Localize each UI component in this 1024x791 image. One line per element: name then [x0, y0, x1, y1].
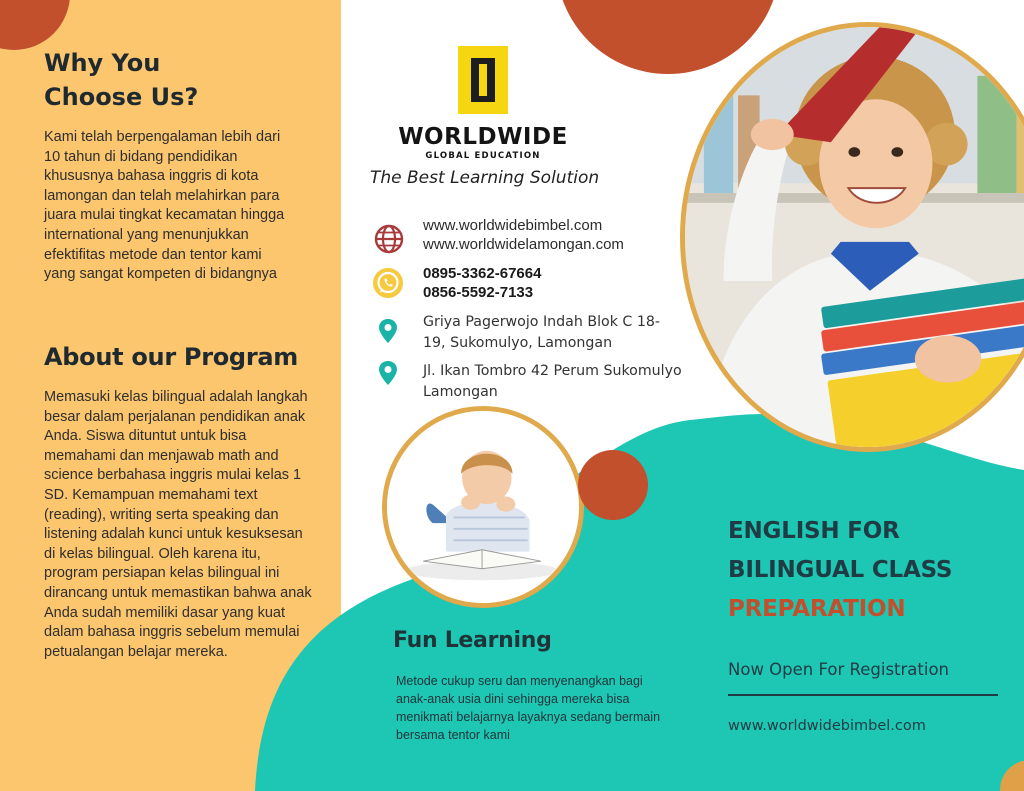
worldwide-logo-icon — [458, 46, 508, 114]
decorative-circle-middle — [578, 450, 648, 520]
location-pin-icon — [378, 360, 398, 386]
website-primary[interactable]: www.worldwidebimbel.com — [423, 217, 603, 234]
website-secondary[interactable]: www.worldwidelamongan.com — [423, 236, 624, 253]
fun-learning-text: Metode cukup seru dan menyenangkan bagi anak-anak usia dini sehingga mereka bisa menikmati belajarnya layaknya sedang bermain bersama tentor kami — [396, 674, 661, 742]
fun-learning-heading: Fun Learning — [393, 628, 552, 653]
location-pin-icon — [378, 318, 398, 344]
why-title-line-2: Choose Us? — [44, 83, 199, 111]
address-2 — [423, 361, 723, 403]
address-2-line-1: Jl. Ikan Tombro 42 Perum Sukomulyo — [423, 363, 682, 379]
course-title-line-2: BILINGUAL CLASS — [728, 557, 953, 583]
reading-boy-photo — [382, 406, 584, 608]
about-program-heading: About our Program — [44, 343, 298, 371]
address-2-line-2: Lamongan — [423, 384, 498, 400]
about-program-text: Memasuki kelas bilingual adalah langkah besar dalam perjalanan pendidikan anak Anda. Siswa dituntut untuk bisa memahami dan menjawab math and science berbahasa inggris mulai kelas 1 SD. Kemampuan memahami text (reading), writing serta speaking dan listening adalah kunci untuk kesuksesan di kelas bilingual. Oleh karena itu, program persiapan kelas bilingual ini dirancang untuk memastikan bahwa anak Anda sudah memiliki dasar yang kuat dalam bahasa inggris sebelum memulai petualangan belajar mereka. — [44, 389, 312, 660]
why-choose-us-text: Kami telah berpengalaman lebih dari 10 tahun di bidang pendidikan khususnya bahasa inggris di kota lamongan dan telah melahirkan para juara mulai tingkat kecamatan hingga international yang menunjukkan efektifitas metode dan tentor kami yang sangat kompeten di bidangnya — [44, 129, 285, 283]
brand-name: WORLDWIDE — [398, 124, 568, 150]
course-title-line-3: PREPARATION — [728, 596, 906, 622]
footer-website-link[interactable]: www.worldwidebimbel.com — [728, 718, 926, 734]
address-1-line-2: 19, Sukomulyo, Lamongan — [423, 335, 613, 351]
address-1-line-1: Griya Pagerwojo Indah Blok C 18- — [423, 314, 661, 330]
course-title-line-1: ENGLISH FOR — [728, 518, 900, 544]
address-1 — [423, 312, 723, 354]
registration-notice: Now Open For Registration — [728, 660, 950, 679]
divider — [728, 694, 998, 696]
whatsapp-icon — [371, 266, 405, 300]
brand-tagline: The Best Learning Solution — [370, 168, 600, 188]
brand-subtitle: GLOBAL EDUCATION — [425, 151, 541, 161]
globe-icon — [373, 223, 405, 255]
why-title-line-1: Why You — [44, 49, 161, 77]
phone-primary[interactable]: 0895-3362-67664 — [423, 265, 542, 282]
phone-secondary[interactable]: 0856-5592-7133 — [423, 284, 534, 301]
